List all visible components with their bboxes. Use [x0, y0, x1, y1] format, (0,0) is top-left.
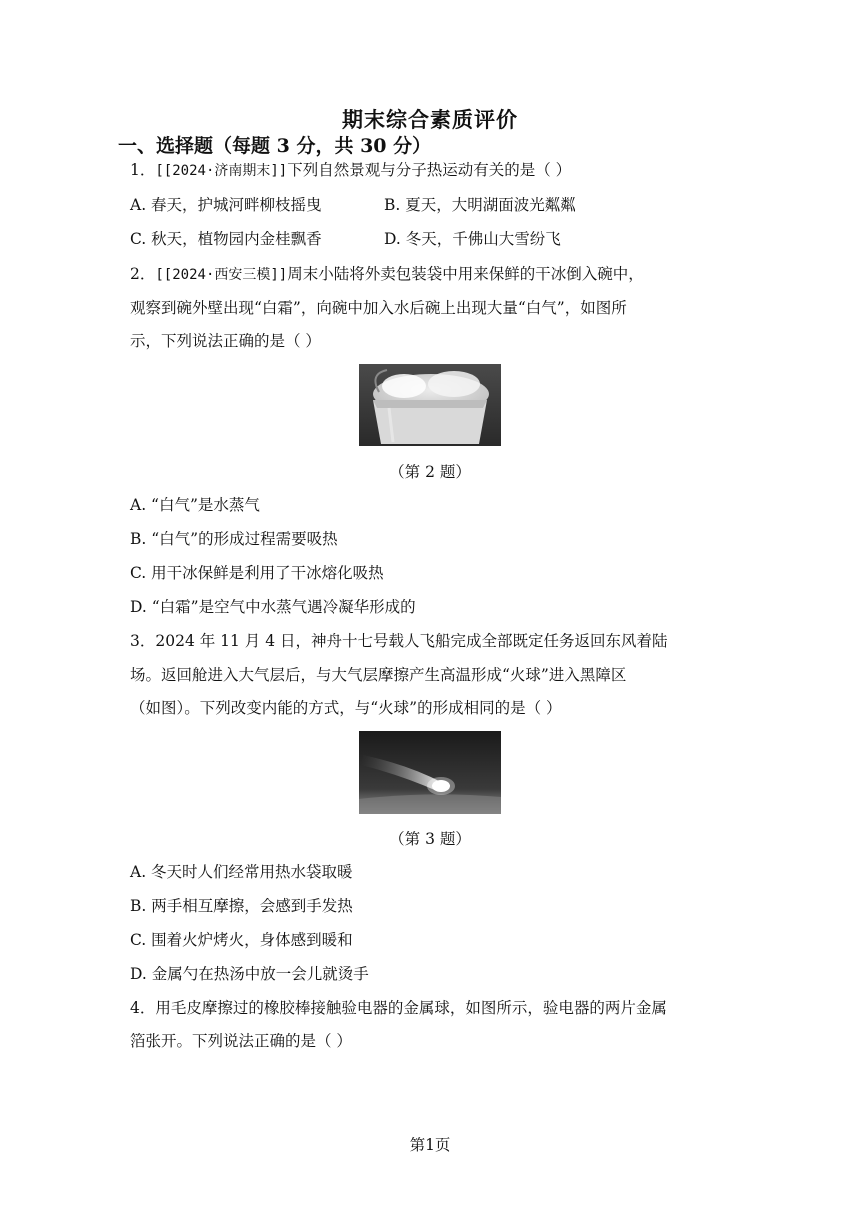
question-2-stem-line-1	[130, 264, 644, 285]
question-number: 1．	[130, 161, 156, 179]
figure-3-caption: （第 3 题）	[389, 830, 471, 848]
page-title: 期末综合素质评价	[342, 107, 518, 132]
figure-2-caption: （第 2 题）	[389, 463, 471, 481]
source-tag: [[2024·西安三模]]	[155, 267, 288, 283]
option-b: B. 夏天，大明湖面波光粼粼	[384, 196, 576, 214]
question-3-stem-line-3: （如图）。下列改变内能的方式，与“火球”的形成相同的是（ ）	[130, 699, 562, 717]
reentry-capsule-photo	[359, 731, 501, 814]
question-4-stem-line-1: 4．用毛皮摩擦过的橡胶棒接触验电器的金属球，如图所示，验电器的两片金属	[130, 999, 667, 1017]
question-3-option-d: D. 金属勺在热汤中放一会儿就烫手	[130, 965, 369, 983]
section-heading: 一、选择题（每题 3 分，共 30 分）	[118, 135, 432, 157]
question-3-option-c: C. 围着火炉烤火，身体感到暖和	[130, 931, 353, 949]
page-number: 第1页	[409, 1136, 451, 1154]
question-3-stem-line-1: 3．2024 年 11 月 4 日，神舟十七号载人飞船完成全部既定任务返回东风着陆	[130, 632, 668, 650]
question-number: 2．	[130, 265, 156, 283]
option-c: C. 秋天，植物园内金桂飘香	[130, 230, 322, 248]
question-2-option-c: C. 用干冰保鲜是利用了干冰熔化吸热	[130, 564, 384, 582]
question-3-option-a: A. 冬天时人们经常用热水袋取暖	[130, 863, 353, 881]
question-2-option-b: B. “白气”的形成过程需要吸热	[130, 530, 338, 548]
question-1-options-row-1	[130, 195, 576, 215]
dry-ice-bowl-photo	[359, 364, 501, 446]
question-1-options-row-2	[130, 229, 561, 249]
option-a: A. 春天，护城河畔柳枝摇曳	[130, 196, 322, 214]
question-2-stem-line-3: 示，下列说法正确的是（ ）	[130, 332, 321, 350]
question-2-option-a: A. “白气”是水蒸气	[130, 496, 260, 514]
question-4-stem-line-2: 箔张开。下列说法正确的是（ ）	[130, 1032, 352, 1050]
question-3-stem-line-2: 场。返回舱进入大气层后，与大气层摩擦产生高温形成“火球”进入黑障区	[130, 666, 627, 684]
question-text: 下列自然景观与分子热运动有关的是（ ）	[287, 161, 572, 179]
question-2-stem-line-2: 观察到碗外壁出现“白霜”，向碗中加入水后碗上出现大量“白气”，如图所	[130, 299, 627, 317]
source-tag: [[2024·济南期末]]	[155, 163, 288, 179]
question-1-stem	[130, 160, 571, 181]
question-text: 周末小陆将外卖包装袋中用来保鲜的干冰倒入碗中，	[287, 265, 644, 283]
question-3-option-b: B. 两手相互摩擦，会感到手发热	[130, 897, 353, 915]
question-2-option-d: D. “白霜”是空气中水蒸气遇冷凝华形成的	[130, 598, 416, 616]
option-d: D. 冬天，千佛山大雪纷飞	[384, 230, 561, 248]
